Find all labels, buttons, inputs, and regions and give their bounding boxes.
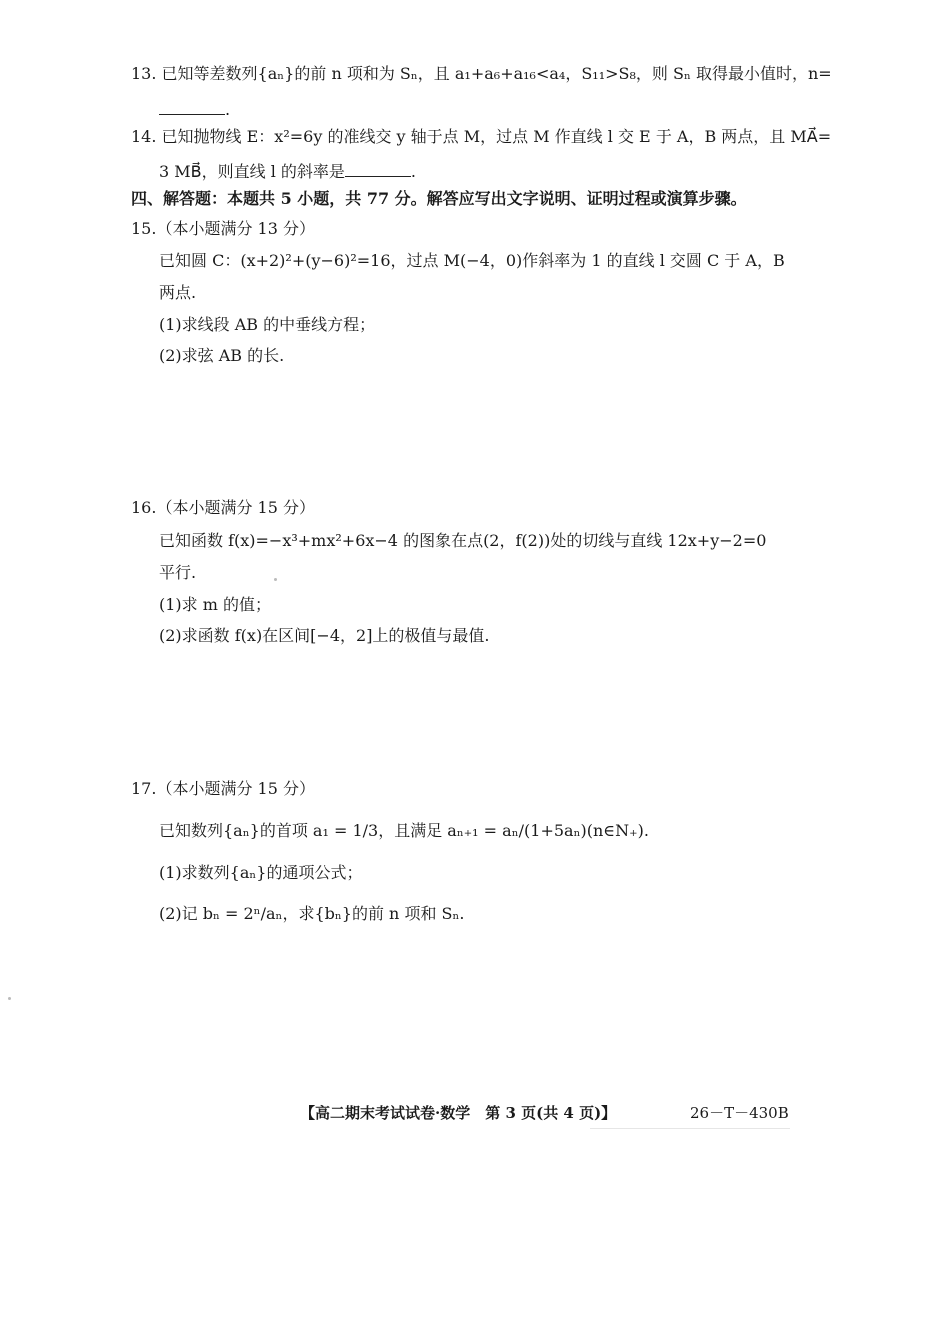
- q15-stem-line1: 已知圆 C：(x+2)²+(y−6)²=16，过点 M(−4，0)作斜率为 1 的直线 l 交圆 C 于 A，B: [159, 251, 785, 270]
- q14-line1: 14. 已知抛物线 E：x²=6y 的准线交 y 轴于点 M，过点 M 作直线 l 交 E 于 A，B 两点，且 MA⃗=: [131, 127, 832, 146]
- q14-period: .: [410, 162, 417, 181]
- q14-answer-blank[interactable]: [345, 158, 411, 177]
- footer-title: 【高二期末考试试卷·数学 第 3 页(共 4 页)】: [300, 1104, 617, 1122]
- q16-title: 16.（本小题满分 15 分）: [131, 498, 315, 517]
- q13-line1: 13. 已知等差数列{aₙ}的前 n 项和为 Sₙ，且 a₁+a₆+a₁₆<a₄，S₁₁>S₈，则 Sₙ 取得最小值时，n=: [131, 64, 832, 83]
- q17-part1: (1)求数列{aₙ}的通项公式；: [159, 863, 363, 882]
- q17-stem: 已知数列{aₙ}的首项 a₁ = 1/3，且满足 aₙ₊₁ = aₙ/(1+5aₙ)(n∈N₊).: [159, 821, 649, 840]
- q13-period: .: [225, 100, 231, 119]
- footer-code: 26－T－430B: [690, 1104, 789, 1122]
- q15-title: 15.（本小题满分 13 分）: [131, 219, 315, 238]
- q17-part2: (2)记 bₙ = 2ⁿ/aₙ，求{bₙ}的前 n 项和 Sₙ.: [159, 904, 465, 923]
- q15-stem-line2: 两点.: [159, 283, 197, 302]
- scan-artifact: [8, 997, 11, 1000]
- q13-line2: [159, 96, 230, 121]
- q14-line2-text: 3 MB⃗，则直线 l 的斜率是: [159, 162, 345, 181]
- q16-stem-line1: 已知函数 f(x)=−x³+mx²+6x−4 的图象在点(2，f(2))处的切线与直线 12x+y−2=0: [159, 531, 767, 550]
- q14-line2: [159, 158, 416, 183]
- q13-answer-blank[interactable]: [159, 96, 225, 115]
- q16-part1: (1)求 m 的值；: [159, 595, 272, 614]
- section-heading: 四、解答题：本题共 5 小题，共 77 分。解答应写出文字说明、证明过程或演算步骤。: [131, 189, 747, 208]
- q17-title: 17.（本小题满分 15 分）: [131, 779, 315, 798]
- q15-part2: (2)求弦 AB 的长.: [159, 346, 285, 365]
- scan-artifact: [590, 1128, 790, 1129]
- q15-part1: (1)求线段 AB 的中垂线方程；: [159, 315, 376, 334]
- scan-artifact: [274, 578, 277, 581]
- q16-stem-line2: 平行.: [159, 563, 197, 582]
- q16-part2: (2)求函数 f(x)在区间[−4，2]上的极值与最值.: [159, 626, 490, 645]
